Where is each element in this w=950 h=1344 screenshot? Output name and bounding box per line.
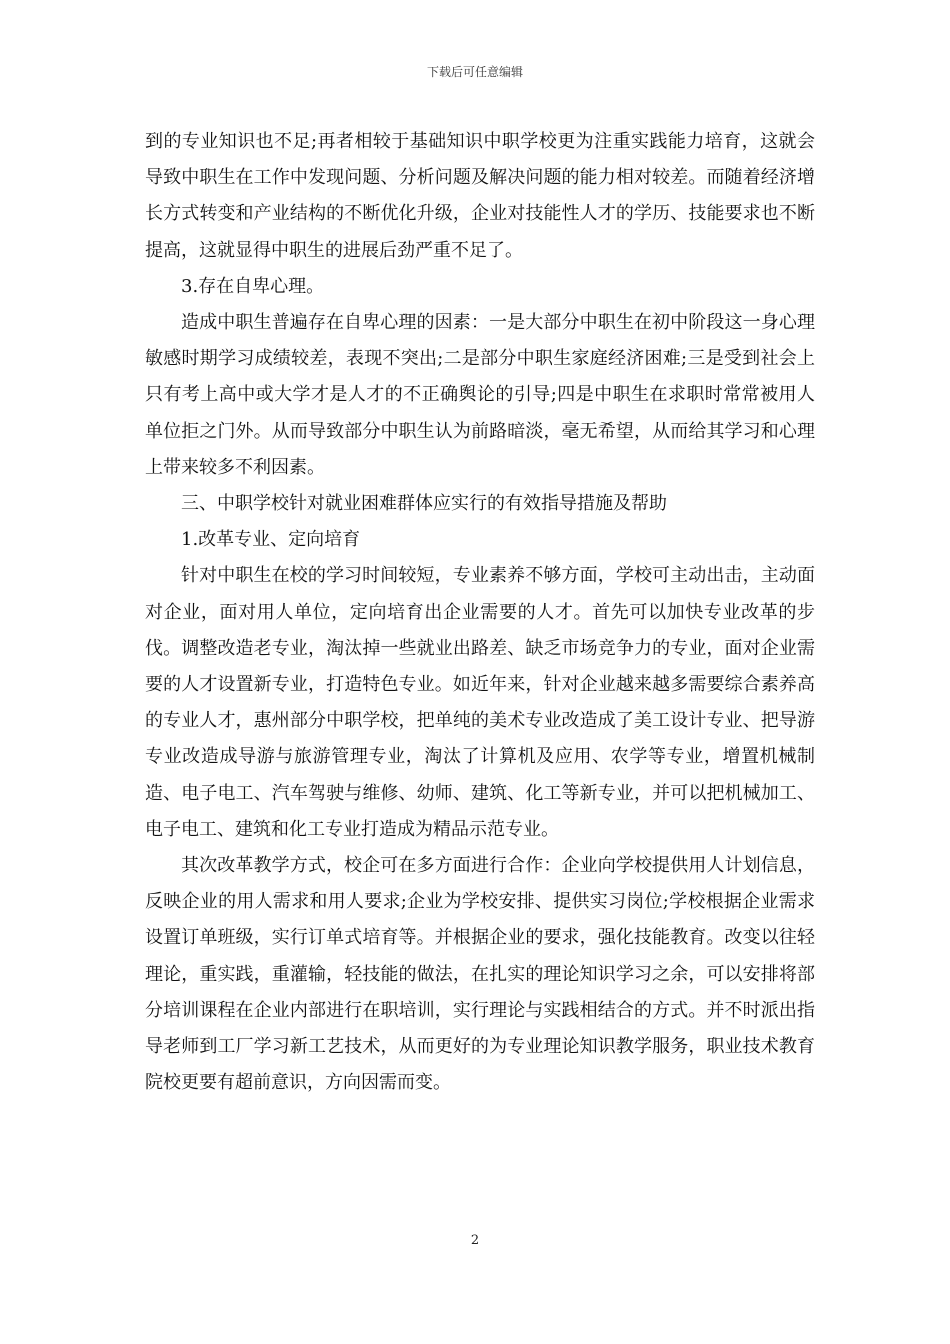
subheading-inferiority: 3.存在自卑心理。 [181,275,325,297]
paragraph-inferiority-causes: 造成中职生普遍存在自卑心理的因素：一是大部分中职生在初中阶段这一身心理敏感时期学习成绩较差，表现不突出;二是部分中职生家庭经济困难;三是受到社会上只有考上高中或大学才是人才的不正确舆论的引导;四是中职生在求职时常常被用人单位拒之门外。从而导致部分中职生认为前路暗淡，毫无希望，从而给其学习和心理上带来较多不利因素。 [145,312,815,478]
document-body [145,124,815,1101]
paragraph-reform-majors: 针对中职生在校的学习时间较短，专业素养不够方面，学校可主动出击，主动面对企业，面对用人单位，定向培育出企业需要的人才。首先可以加快专业改革的步伐。调整改造老专业，淘汰掉一些就业出路差、缺乏市场竞争力的专业，面对企业需要的人才设置新专业，打造特色专业。如近年来，针对企业越来越多需要综合素养高的专业人才，惠州部分中职学校，把单纯的美术专业改造成了美工设计专业、把导游专业改造成导游与旅游管理专业，淘汰了计算机及应用、农学等专业，增置机械制造、电子电工、汽车驾驶与维修、幼师、建筑、化工等新专业，并可以把机械加工、电子电工、建筑和化工专业打造成为精品示范专业。 [145,565,815,840]
section-heading-three: 三、中职学校针对就业困难群体应实行的有效指导措施及帮助 [181,493,667,515]
paragraph-continuation: 到的专业知识也不足;再者相较于基础知识中职学校更为注重实践能力培育，这就会导致中职生在工作中发现问题、分析问题及解决问题的能力相对较差。而随着经济增长方式转变和产业结构的不断优化升级，企业对技能性人才的学历、技能要求也不断提高，这就显得中职生的进展后劲严重不足了。 [145,131,815,261]
subheading-reform: 1.改革专业、定向培育 [181,529,361,551]
page-header: 下载后可任意编辑 [426,65,523,79]
page-number: 2 [470,1233,480,1248]
paragraph-teaching-reform: 其次改革教学方式，校企可在多方面进行合作：企业向学校提供用人计划信息，反映企业的用人需求和用人要求;企业为学校安排、提供实习岗位;学校根据企业需求设置订单班级，实行订单式培育等。并根据企业的要求，强化技能教育。改变以往轻理论，重实践，重灌输，轻技能的做法，在扎实的理论知识学习之余，可以安排将部分培训课程在企业内部进行在职培训，实行理论与实践相结合的方式。并不时派出指导老师到工厂学习新工艺技术，从而更好的为专业理论知识教学服务，职业技术教育院校更要有超前意识，方向因需而变。 [145,855,815,1094]
